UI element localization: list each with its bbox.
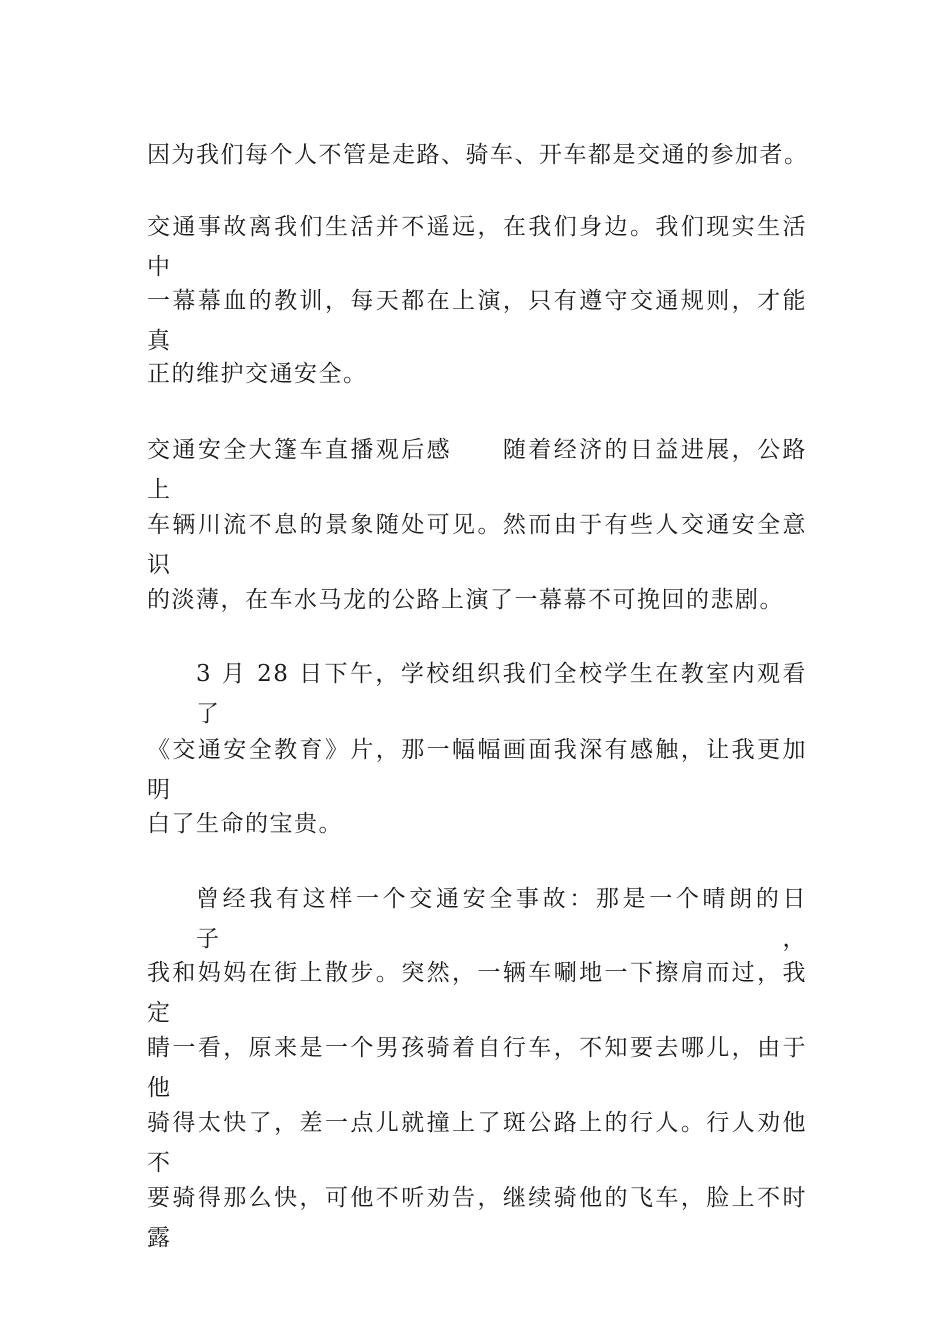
text-line: 交通事故离我们生活并不遥远，在我们身边。我们现实生活中 xyxy=(147,214,807,280)
text-line: 白了生命的宝贵。 xyxy=(147,811,343,837)
text-line: 的淡薄，在车水马龙的公路上演了一幕幕不可挽回的悲剧。 xyxy=(147,587,784,613)
text-line: 车辆川流不息的景象随处可见。然而由于有些人交通安全意识 xyxy=(147,512,807,578)
text-line: 睛一看，原来是一个男孩骑着自行车，不知要去哪儿，由于他 xyxy=(147,1035,807,1101)
text-line: 交通安全大篷车直播观后感 随着经济的日益进展，公路上 xyxy=(147,437,807,503)
text-line: 3 月 28 日下午，学校组织我们全校学生在教室内观看了 xyxy=(196,661,807,727)
text-line: 一幕幕血的教训，每天都在上演，只有遵守交通规则，才能真 xyxy=(147,288,807,354)
text-line: 我和妈妈在街上散步。突然，一辆车唰地一下擦肩而过，我定 xyxy=(147,960,807,1026)
text-line: 骑得太快了，差一点儿就撞上了斑公路上的行人。行人劝他不 xyxy=(147,1110,807,1176)
text-line: 曾经我有这样一个交通安全事故：那是一个晴朗的日子， xyxy=(196,886,807,952)
text-line: 要骑得那么快，可他不听劝告，继续骑他的飞车，脸上不时露 xyxy=(147,1185,807,1251)
text-line: 正的维护交通安全。 xyxy=(147,361,368,387)
text-line: 《交通安全教育》片，那一幅幅画面我深有感触，让我更加明 xyxy=(147,737,807,803)
text-line: 因为我们每个人不管是走路、骑车、开车都是交通的参加者。 xyxy=(147,142,809,168)
